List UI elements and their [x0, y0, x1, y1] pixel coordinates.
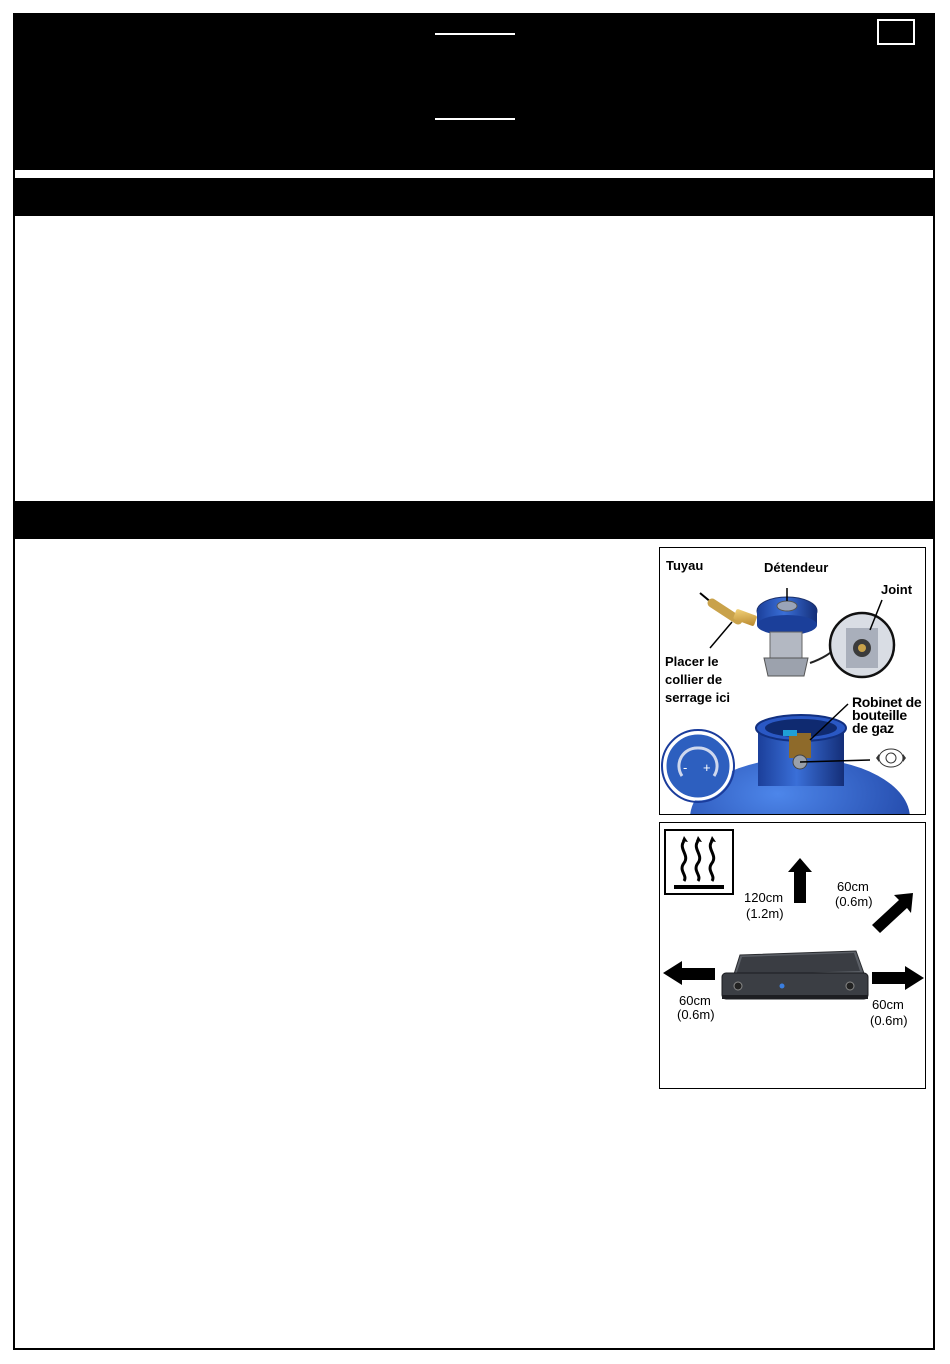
- clamp-label-line-1: Placer le: [665, 654, 719, 669]
- seal-label: Joint: [881, 582, 913, 597]
- clearance-right-value: 60cm: [872, 997, 904, 1012]
- cylinder-valve-label-line-3: de gaz: [852, 720, 894, 736]
- clearance-top-alt: (1.2m): [746, 906, 784, 921]
- header-rule-bottom: [435, 118, 515, 120]
- hose-label: Tuyau: [666, 558, 704, 573]
- clearance-top-value: 120cm: [744, 890, 784, 905]
- clearance-right-alt: (0.6m): [870, 1013, 908, 1028]
- page-header: [15, 15, 933, 170]
- clearance-left-alt: (0.6m): [677, 1007, 715, 1022]
- page-number-box: [877, 19, 915, 45]
- arrow-left-icon: [663, 961, 715, 985]
- stove-image: [722, 951, 868, 999]
- arrow-right-icon: [872, 966, 924, 990]
- clearance-left-value: 60cm: [679, 993, 711, 1008]
- cylinder-valve-label-line-2: bouteille: [852, 707, 907, 723]
- clearance-top-right-value: 60cm: [837, 879, 869, 894]
- header-rule-top: [435, 33, 515, 35]
- valve-plus-symbol: +: [703, 760, 711, 775]
- valve-minus-symbol: -: [683, 760, 688, 775]
- section-bar-2: [15, 501, 933, 539]
- clearance-illustration: [660, 823, 926, 1089]
- gas-connection-diagram: [659, 547, 926, 815]
- cylinder-valve-label-line-1: Robinet de: [852, 694, 922, 710]
- clearance-diagram: [659, 822, 926, 1089]
- section-bar-1: [15, 178, 933, 216]
- arrow-up-right-icon: [872, 893, 913, 933]
- hot-surface-icon: [665, 830, 733, 894]
- regulator-label: Détendeur: [764, 560, 829, 575]
- clearance-top-right-alt: (0.6m): [835, 894, 873, 909]
- arrow-up-icon: [788, 858, 812, 903]
- clamp-label-line-2: collier de: [665, 672, 723, 687]
- clamp-label-line-3: serrage ici: [665, 690, 731, 705]
- clamp-leader-line: [710, 622, 732, 648]
